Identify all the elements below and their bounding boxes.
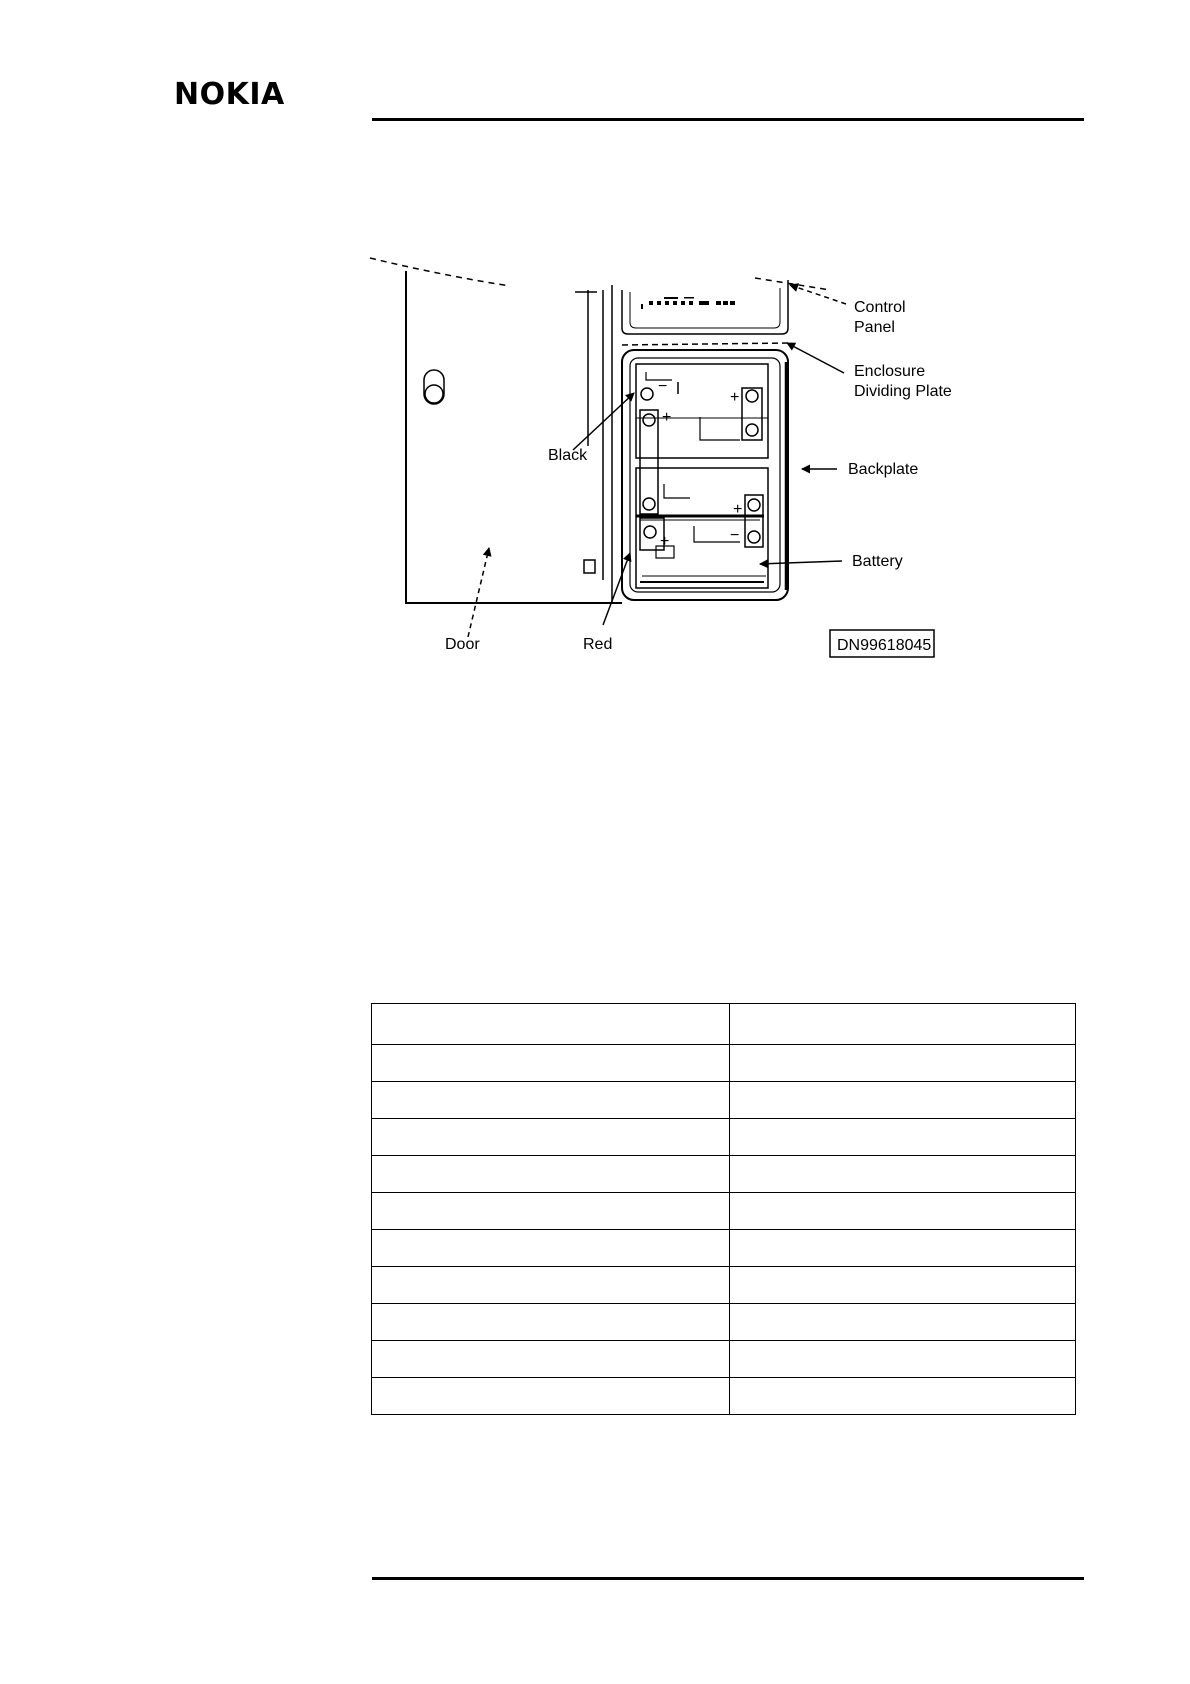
label-panel: Panel: [854, 319, 895, 336]
table-row: [372, 1267, 1076, 1304]
label-black: Black: [548, 447, 588, 464]
table-cell: [730, 1304, 1076, 1341]
table-cell: [730, 1378, 1076, 1415]
battery-upper: [636, 364, 768, 458]
table-row: [372, 1378, 1076, 1415]
table-cell: [730, 1341, 1076, 1378]
terminal-plus-sign: +: [730, 389, 740, 406]
table-cell: [730, 1119, 1076, 1156]
label-red: Red: [583, 636, 613, 653]
table-cell: [730, 1230, 1076, 1267]
terminal-minus-sign: −: [658, 378, 668, 395]
table-cell: [730, 1045, 1076, 1082]
table-row: [372, 1004, 1076, 1045]
svg-text:+: +: [733, 501, 743, 518]
table-row: [372, 1230, 1076, 1267]
table-cell: [372, 1045, 730, 1082]
figure-id: DN99618045: [837, 637, 932, 654]
table-cell: [372, 1119, 730, 1156]
label-control: Control: [854, 299, 906, 316]
svg-text:+: +: [660, 533, 670, 550]
table-row: [372, 1119, 1076, 1156]
svg-text:−: −: [730, 527, 740, 544]
label-door: Door: [445, 636, 480, 653]
svg-text:+: +: [662, 409, 672, 426]
table-cell: [372, 1230, 730, 1267]
battery-enclosure-diagram: [360, 250, 960, 690]
enclosure-dividing-plate: [622, 343, 788, 345]
table-cell: [372, 1193, 730, 1230]
header-rule: [372, 118, 1084, 121]
cabinet-outline: [370, 258, 510, 286]
table-cell: [372, 1267, 730, 1304]
data-table: [371, 1003, 1076, 1415]
label-dividing-plate: Dividing Plate: [854, 383, 952, 400]
table-row: [372, 1193, 1076, 1230]
nokia-logo: NOKIA: [174, 77, 285, 112]
table-row: [372, 1156, 1076, 1193]
table-cell: [372, 1004, 730, 1045]
table-cell: [730, 1004, 1076, 1045]
table-cell: [372, 1082, 730, 1119]
footer-rule: [372, 1577, 1084, 1580]
table-row: [372, 1304, 1076, 1341]
table-cell: [372, 1304, 730, 1341]
battery-lower: [636, 468, 768, 588]
table-cell: [730, 1082, 1076, 1119]
table-cell: [730, 1267, 1076, 1304]
table-cell: [730, 1156, 1076, 1193]
table-cell: [730, 1193, 1076, 1230]
table-row: [372, 1082, 1076, 1119]
control-panel: [622, 280, 788, 334]
label-backplate: Backplate: [848, 461, 919, 478]
table-cell: [372, 1341, 730, 1378]
table-cell: [372, 1378, 730, 1415]
table-row: [372, 1341, 1076, 1378]
door: [406, 271, 622, 603]
table-row: [372, 1045, 1076, 1082]
label-enclosure: Enclosure: [854, 363, 926, 380]
table-cell: [372, 1156, 730, 1193]
label-battery: Battery: [852, 553, 903, 570]
